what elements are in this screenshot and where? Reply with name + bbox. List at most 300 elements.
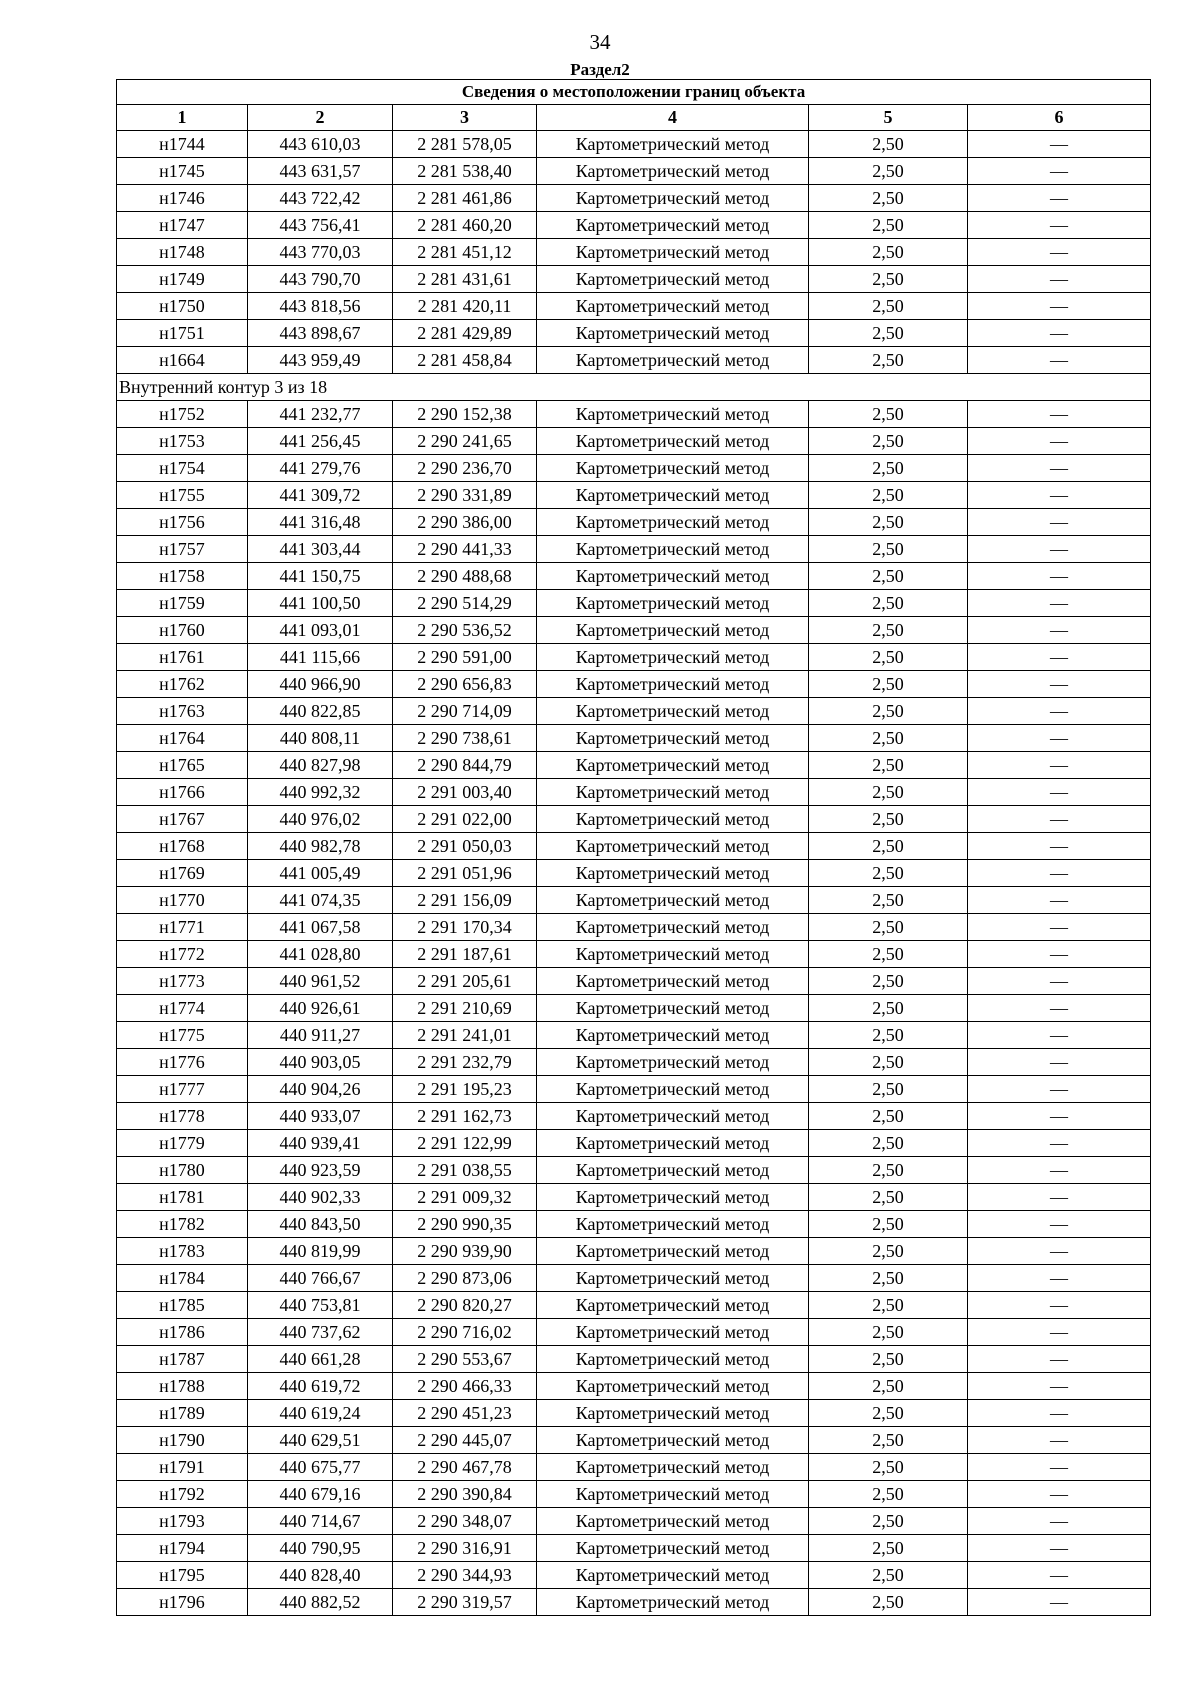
point-id-cell: н1789 xyxy=(117,1400,248,1427)
accuracy-cell: 2,50 xyxy=(809,1157,968,1184)
y-coordinate-cell: 2 290 467,78 xyxy=(393,1454,537,1481)
y-coordinate-cell: 2 291 210,69 xyxy=(393,995,537,1022)
accuracy-cell: 2,50 xyxy=(809,806,968,833)
x-coordinate-cell: 441 074,35 xyxy=(248,887,393,914)
method-cell: Картометрический метод xyxy=(537,887,809,914)
table-row xyxy=(117,671,1151,698)
note-cell: — xyxy=(968,833,1151,860)
accuracy-cell: 2,50 xyxy=(809,320,968,347)
point-id-cell: н1785 xyxy=(117,1292,248,1319)
y-coordinate-cell: 2 290 990,35 xyxy=(393,1211,537,1238)
method-cell: Картометрический метод xyxy=(537,941,809,968)
point-id-cell: н1772 xyxy=(117,941,248,968)
note-cell: — xyxy=(968,158,1151,185)
y-coordinate-cell: 2 291 162,73 xyxy=(393,1103,537,1130)
x-coordinate-cell: 440 675,77 xyxy=(248,1454,393,1481)
point-id-cell: н1756 xyxy=(117,509,248,536)
x-coordinate-cell: 440 933,07 xyxy=(248,1103,393,1130)
accuracy-cell: 2,50 xyxy=(809,1211,968,1238)
x-coordinate-cell: 441 150,75 xyxy=(248,563,393,590)
x-coordinate-cell: 440 882,52 xyxy=(248,1589,393,1616)
point-id-cell: н1776 xyxy=(117,1049,248,1076)
x-coordinate-cell: 443 790,70 xyxy=(248,266,393,293)
accuracy-cell: 2,50 xyxy=(809,698,968,725)
table-row xyxy=(117,1292,1151,1319)
accuracy-cell: 2,50 xyxy=(809,644,968,671)
y-coordinate-cell: 2 291 241,01 xyxy=(393,1022,537,1049)
table-row xyxy=(117,1022,1151,1049)
method-cell: Картометрический метод xyxy=(537,455,809,482)
accuracy-cell: 2,50 xyxy=(809,1535,968,1562)
accuracy-cell: 2,50 xyxy=(809,968,968,995)
page-number: 34 xyxy=(589,30,611,54)
table-row xyxy=(117,752,1151,779)
accuracy-cell: 2,50 xyxy=(809,185,968,212)
accuracy-cell: 2,50 xyxy=(809,1373,968,1400)
contour-label: Внутренний контур 3 из 18 xyxy=(117,374,1151,401)
point-id-cell: н1745 xyxy=(117,158,248,185)
method-cell: Картометрический метод xyxy=(537,968,809,995)
y-coordinate-cell: 2 290 738,61 xyxy=(393,725,537,752)
table-row xyxy=(117,1319,1151,1346)
point-id-cell: н1795 xyxy=(117,1562,248,1589)
table-row xyxy=(117,1400,1151,1427)
x-coordinate-cell: 440 911,27 xyxy=(248,1022,393,1049)
note-cell: — xyxy=(968,1535,1151,1562)
note-cell: — xyxy=(968,806,1151,833)
y-coordinate-cell: 2 291 156,09 xyxy=(393,887,537,914)
table-row xyxy=(117,1103,1151,1130)
note-cell: — xyxy=(968,725,1151,752)
accuracy-cell: 2,50 xyxy=(809,1292,968,1319)
note-cell: — xyxy=(968,1211,1151,1238)
note-cell: — xyxy=(968,1103,1151,1130)
note-cell: — xyxy=(968,185,1151,212)
x-coordinate-cell: 440 939,41 xyxy=(248,1130,393,1157)
x-coordinate-cell: 440 737,62 xyxy=(248,1319,393,1346)
method-cell: Картометрический метод xyxy=(537,1562,809,1589)
y-coordinate-cell: 2 290 319,57 xyxy=(393,1589,537,1616)
accuracy-cell: 2,50 xyxy=(809,1589,968,1616)
accuracy-cell: 2,50 xyxy=(809,752,968,779)
table-row xyxy=(117,914,1151,941)
table-row xyxy=(117,1427,1151,1454)
table-row xyxy=(117,320,1151,347)
note-cell: — xyxy=(968,1265,1151,1292)
method-cell: Картометрический метод xyxy=(537,1211,809,1238)
column-number-1: 1 xyxy=(117,105,248,131)
y-coordinate-cell: 2 290 514,29 xyxy=(393,590,537,617)
note-cell: — xyxy=(968,1589,1151,1616)
y-coordinate-cell: 2 281 460,20 xyxy=(393,212,537,239)
table-row xyxy=(117,347,1151,374)
y-coordinate-cell: 2 281 431,61 xyxy=(393,266,537,293)
accuracy-cell: 2,50 xyxy=(809,1481,968,1508)
note-cell: — xyxy=(968,293,1151,320)
accuracy-cell: 2,50 xyxy=(809,1238,968,1265)
y-coordinate-cell: 2 290 553,67 xyxy=(393,1346,537,1373)
x-coordinate-cell: 440 629,51 xyxy=(248,1427,393,1454)
accuracy-cell: 2,50 xyxy=(809,1103,968,1130)
y-coordinate-cell: 2 290 152,38 xyxy=(393,401,537,428)
y-coordinate-cell: 2 290 466,33 xyxy=(393,1373,537,1400)
note-cell: — xyxy=(968,968,1151,995)
point-id-cell: н1748 xyxy=(117,239,248,266)
x-coordinate-cell: 441 067,58 xyxy=(248,914,393,941)
accuracy-cell: 2,50 xyxy=(809,725,968,752)
y-coordinate-cell: 2 281 420,11 xyxy=(393,293,537,320)
x-coordinate-cell: 441 232,77 xyxy=(248,401,393,428)
y-coordinate-cell: 2 281 429,89 xyxy=(393,320,537,347)
x-coordinate-cell: 440 714,67 xyxy=(248,1508,393,1535)
table-row xyxy=(117,995,1151,1022)
y-coordinate-cell: 2 291 038,55 xyxy=(393,1157,537,1184)
column-number-5: 5 xyxy=(809,105,968,131)
point-id-cell: н1781 xyxy=(117,1184,248,1211)
accuracy-cell: 2,50 xyxy=(809,347,968,374)
table-row xyxy=(117,185,1151,212)
accuracy-cell: 2,50 xyxy=(809,1454,968,1481)
x-coordinate-cell: 440 926,61 xyxy=(248,995,393,1022)
method-cell: Картометрический метод xyxy=(537,239,809,266)
x-coordinate-cell: 441 303,44 xyxy=(248,536,393,563)
point-id-cell: н1771 xyxy=(117,914,248,941)
accuracy-cell: 2,50 xyxy=(809,1049,968,1076)
method-cell: Картометрический метод xyxy=(537,293,809,320)
table-row xyxy=(117,239,1151,266)
x-coordinate-cell: 443 818,56 xyxy=(248,293,393,320)
note-cell: — xyxy=(968,1346,1151,1373)
column-number-6: 6 xyxy=(968,105,1151,131)
point-id-cell: н1779 xyxy=(117,1130,248,1157)
accuracy-cell: 2,50 xyxy=(809,158,968,185)
method-cell: Картометрический метод xyxy=(537,1508,809,1535)
point-id-cell: н1784 xyxy=(117,1265,248,1292)
accuracy-cell: 2,50 xyxy=(809,536,968,563)
note-cell: — xyxy=(968,1400,1151,1427)
accuracy-cell: 2,50 xyxy=(809,914,968,941)
x-coordinate-cell: 440 976,02 xyxy=(248,806,393,833)
accuracy-cell: 2,50 xyxy=(809,995,968,1022)
y-coordinate-cell: 2 290 316,91 xyxy=(393,1535,537,1562)
accuracy-cell: 2,50 xyxy=(809,131,968,158)
x-coordinate-cell: 440 679,16 xyxy=(248,1481,393,1508)
y-coordinate-cell: 2 290 714,09 xyxy=(393,698,537,725)
method-cell: Картометрический метод xyxy=(537,698,809,725)
accuracy-cell: 2,50 xyxy=(809,860,968,887)
point-id-cell: н1759 xyxy=(117,590,248,617)
y-coordinate-cell: 2 291 122,99 xyxy=(393,1130,537,1157)
accuracy-cell: 2,50 xyxy=(809,1508,968,1535)
note-cell: — xyxy=(968,1319,1151,1346)
x-coordinate-cell: 440 753,81 xyxy=(248,1292,393,1319)
method-cell: Картометрический метод xyxy=(537,131,809,158)
y-coordinate-cell: 2 281 461,86 xyxy=(393,185,537,212)
method-cell: Картометрический метод xyxy=(537,1319,809,1346)
table-row xyxy=(117,563,1151,590)
y-coordinate-cell: 2 290 488,68 xyxy=(393,563,537,590)
method-cell: Картометрический метод xyxy=(537,347,809,374)
accuracy-cell: 2,50 xyxy=(809,941,968,968)
method-cell: Картометрический метод xyxy=(537,725,809,752)
method-cell: Картометрический метод xyxy=(537,401,809,428)
table-row xyxy=(117,401,1151,428)
table-row xyxy=(117,1589,1151,1616)
method-cell: Картометрический метод xyxy=(537,1589,809,1616)
x-coordinate-cell: 441 100,50 xyxy=(248,590,393,617)
y-coordinate-cell: 2 290 441,33 xyxy=(393,536,537,563)
point-id-cell: н1744 xyxy=(117,131,248,158)
y-coordinate-cell: 2 281 458,84 xyxy=(393,347,537,374)
y-coordinate-cell: 2 291 022,00 xyxy=(393,806,537,833)
method-cell: Картометрический метод xyxy=(537,185,809,212)
accuracy-cell: 2,50 xyxy=(809,1400,968,1427)
note-cell: — xyxy=(968,860,1151,887)
accuracy-cell: 2,50 xyxy=(809,1427,968,1454)
method-cell: Картометрический метод xyxy=(537,860,809,887)
table-row xyxy=(117,266,1151,293)
method-cell: Картометрический метод xyxy=(537,617,809,644)
table-row xyxy=(117,590,1151,617)
y-coordinate-cell: 2 290 390,84 xyxy=(393,1481,537,1508)
point-id-cell: н1746 xyxy=(117,185,248,212)
point-id-cell: н1796 xyxy=(117,1589,248,1616)
contour-row xyxy=(117,374,1151,401)
point-id-cell: н1768 xyxy=(117,833,248,860)
note-cell: — xyxy=(968,698,1151,725)
accuracy-cell: 2,50 xyxy=(809,482,968,509)
note-cell: — xyxy=(968,1508,1151,1535)
note-cell: — xyxy=(968,536,1151,563)
x-coordinate-cell: 440 819,99 xyxy=(248,1238,393,1265)
point-id-cell: н1774 xyxy=(117,995,248,1022)
section-title: Раздел2 xyxy=(570,60,630,79)
point-id-cell: н1765 xyxy=(117,752,248,779)
point-id-cell: н1752 xyxy=(117,401,248,428)
x-coordinate-cell: 440 619,72 xyxy=(248,1373,393,1400)
point-id-cell: н1760 xyxy=(117,617,248,644)
point-id-cell: н1750 xyxy=(117,293,248,320)
x-coordinate-cell: 441 279,76 xyxy=(248,455,393,482)
point-id-cell: н1769 xyxy=(117,860,248,887)
y-coordinate-cell: 2 290 241,65 xyxy=(393,428,537,455)
method-cell: Картометрический метод xyxy=(537,1535,809,1562)
point-id-cell: н1773 xyxy=(117,968,248,995)
accuracy-cell: 2,50 xyxy=(809,428,968,455)
note-cell: — xyxy=(968,995,1151,1022)
x-coordinate-cell: 441 309,72 xyxy=(248,482,393,509)
y-coordinate-cell: 2 290 445,07 xyxy=(393,1427,537,1454)
accuracy-cell: 2,50 xyxy=(809,833,968,860)
note-cell: — xyxy=(968,1562,1151,1589)
accuracy-cell: 2,50 xyxy=(809,1346,968,1373)
method-cell: Картометрический метод xyxy=(537,1265,809,1292)
method-cell: Картометрический метод xyxy=(537,671,809,698)
point-id-cell: н1783 xyxy=(117,1238,248,1265)
point-id-cell: н1751 xyxy=(117,320,248,347)
table-row xyxy=(117,806,1151,833)
x-coordinate-cell: 441 028,80 xyxy=(248,941,393,968)
y-coordinate-cell: 2 290 344,93 xyxy=(393,1562,537,1589)
accuracy-cell: 2,50 xyxy=(809,1130,968,1157)
table-row xyxy=(117,617,1151,644)
y-coordinate-cell: 2 290 939,90 xyxy=(393,1238,537,1265)
method-cell: Картометрический метод xyxy=(537,1184,809,1211)
table-row xyxy=(117,158,1151,185)
x-coordinate-cell: 441 316,48 xyxy=(248,509,393,536)
method-cell: Картометрический метод xyxy=(537,1400,809,1427)
accuracy-cell: 2,50 xyxy=(809,293,968,320)
method-cell: Картометрический метод xyxy=(537,1076,809,1103)
y-coordinate-cell: 2 291 205,61 xyxy=(393,968,537,995)
accuracy-cell: 2,50 xyxy=(809,266,968,293)
y-coordinate-cell: 2 290 656,83 xyxy=(393,671,537,698)
note-cell: — xyxy=(968,1049,1151,1076)
point-id-cell: н1763 xyxy=(117,698,248,725)
table-body-part-a xyxy=(117,131,1151,374)
method-cell: Картометрический метод xyxy=(537,1157,809,1184)
point-id-cell: н1780 xyxy=(117,1157,248,1184)
column-number-2: 2 xyxy=(248,105,393,131)
x-coordinate-cell: 441 115,66 xyxy=(248,644,393,671)
x-coordinate-cell: 440 827,98 xyxy=(248,752,393,779)
x-coordinate-cell: 440 966,90 xyxy=(248,671,393,698)
note-cell: — xyxy=(968,1481,1151,1508)
method-cell: Картометрический метод xyxy=(537,536,809,563)
point-id-cell: н1761 xyxy=(117,644,248,671)
note-cell: — xyxy=(968,482,1151,509)
accuracy-cell: 2,50 xyxy=(809,1076,968,1103)
note-cell: — xyxy=(968,266,1151,293)
point-id-cell: н1794 xyxy=(117,1535,248,1562)
method-cell: Картометрический метод xyxy=(537,320,809,347)
point-id-cell: н1764 xyxy=(117,725,248,752)
method-cell: Картометрический метод xyxy=(537,752,809,779)
accuracy-cell: 2,50 xyxy=(809,212,968,239)
column-number-3: 3 xyxy=(393,105,537,131)
note-cell: — xyxy=(968,347,1151,374)
x-coordinate-cell: 440 904,26 xyxy=(248,1076,393,1103)
point-id-cell: н1778 xyxy=(117,1103,248,1130)
method-cell: Картометрический метод xyxy=(537,1238,809,1265)
accuracy-cell: 2,50 xyxy=(809,563,968,590)
accuracy-cell: 2,50 xyxy=(809,671,968,698)
x-coordinate-cell: 440 766,67 xyxy=(248,1265,393,1292)
point-id-cell: н1790 xyxy=(117,1427,248,1454)
note-cell: — xyxy=(968,1292,1151,1319)
boundary-table xyxy=(116,79,1151,1616)
point-id-cell: н1775 xyxy=(117,1022,248,1049)
method-cell: Картометрический метод xyxy=(537,806,809,833)
table-row xyxy=(117,1508,1151,1535)
method-cell: Картометрический метод xyxy=(537,995,809,1022)
method-cell: Картометрический метод xyxy=(537,482,809,509)
note-cell: — xyxy=(968,401,1151,428)
note-cell: — xyxy=(968,941,1151,968)
note-cell: — xyxy=(968,1130,1151,1157)
note-cell: — xyxy=(968,455,1151,482)
x-coordinate-cell: 443 722,42 xyxy=(248,185,393,212)
point-id-cell: н1770 xyxy=(117,887,248,914)
method-cell: Картометрический метод xyxy=(537,1373,809,1400)
method-cell: Картометрический метод xyxy=(537,833,809,860)
table-row xyxy=(117,1562,1151,1589)
note-cell: — xyxy=(968,428,1151,455)
note-cell: — xyxy=(968,914,1151,941)
table-row xyxy=(117,131,1151,158)
accuracy-cell: 2,50 xyxy=(809,1265,968,1292)
method-cell: Картометрический метод xyxy=(537,212,809,239)
method-cell: Картометрический метод xyxy=(537,1049,809,1076)
x-coordinate-cell: 440 923,59 xyxy=(248,1157,393,1184)
x-coordinate-cell: 440 619,24 xyxy=(248,1400,393,1427)
point-id-cell: н1787 xyxy=(117,1346,248,1373)
point-id-cell: н1664 xyxy=(117,347,248,374)
y-coordinate-cell: 2 281 538,40 xyxy=(393,158,537,185)
table-row xyxy=(117,833,1151,860)
x-coordinate-cell: 443 770,03 xyxy=(248,239,393,266)
y-coordinate-cell: 2 291 009,32 xyxy=(393,1184,537,1211)
table-row xyxy=(117,968,1151,995)
point-id-cell: н1777 xyxy=(117,1076,248,1103)
accuracy-cell: 2,50 xyxy=(809,887,968,914)
point-id-cell: н1788 xyxy=(117,1373,248,1400)
accuracy-cell: 2,50 xyxy=(809,1319,968,1346)
x-coordinate-cell: 441 256,45 xyxy=(248,428,393,455)
method-cell: Картометрический метод xyxy=(537,563,809,590)
method-cell: Картометрический метод xyxy=(537,1481,809,1508)
y-coordinate-cell: 2 291 050,03 xyxy=(393,833,537,860)
point-id-cell: н1786 xyxy=(117,1319,248,1346)
point-id-cell: н1757 xyxy=(117,536,248,563)
y-coordinate-cell: 2 281 451,12 xyxy=(393,239,537,266)
note-cell: — xyxy=(968,131,1151,158)
note-cell: — xyxy=(968,644,1151,671)
table-row xyxy=(117,1076,1151,1103)
accuracy-cell: 2,50 xyxy=(809,239,968,266)
method-cell: Картометрический метод xyxy=(537,266,809,293)
table-row xyxy=(117,887,1151,914)
x-coordinate-cell: 443 631,57 xyxy=(248,158,393,185)
note-cell: — xyxy=(968,1373,1151,1400)
note-cell: — xyxy=(968,590,1151,617)
accuracy-cell: 2,50 xyxy=(809,1562,968,1589)
method-cell: Картометрический метод xyxy=(537,779,809,806)
note-cell: — xyxy=(968,752,1151,779)
method-cell: Картометрический метод xyxy=(537,590,809,617)
note-cell: — xyxy=(968,239,1151,266)
method-cell: Картометрический метод xyxy=(537,1346,809,1373)
y-coordinate-cell: 2 290 348,07 xyxy=(393,1508,537,1535)
x-coordinate-cell: 443 756,41 xyxy=(248,212,393,239)
point-id-cell: н1767 xyxy=(117,806,248,833)
contour-section xyxy=(117,374,1151,401)
y-coordinate-cell: 2 290 451,23 xyxy=(393,1400,537,1427)
method-cell: Картометрический метод xyxy=(537,1292,809,1319)
point-id-cell: н1755 xyxy=(117,482,248,509)
table-row xyxy=(117,1049,1151,1076)
x-coordinate-cell: 440 808,11 xyxy=(248,725,393,752)
method-cell: Картометрический метод xyxy=(537,644,809,671)
column-number-4: 4 xyxy=(537,105,809,131)
x-coordinate-cell: 440 843,50 xyxy=(248,1211,393,1238)
y-coordinate-cell: 2 291 232,79 xyxy=(393,1049,537,1076)
table-row xyxy=(117,1535,1151,1562)
y-coordinate-cell: 2 291 195,23 xyxy=(393,1076,537,1103)
point-id-cell: н1762 xyxy=(117,671,248,698)
point-id-cell: н1766 xyxy=(117,779,248,806)
x-coordinate-cell: 441 005,49 xyxy=(248,860,393,887)
